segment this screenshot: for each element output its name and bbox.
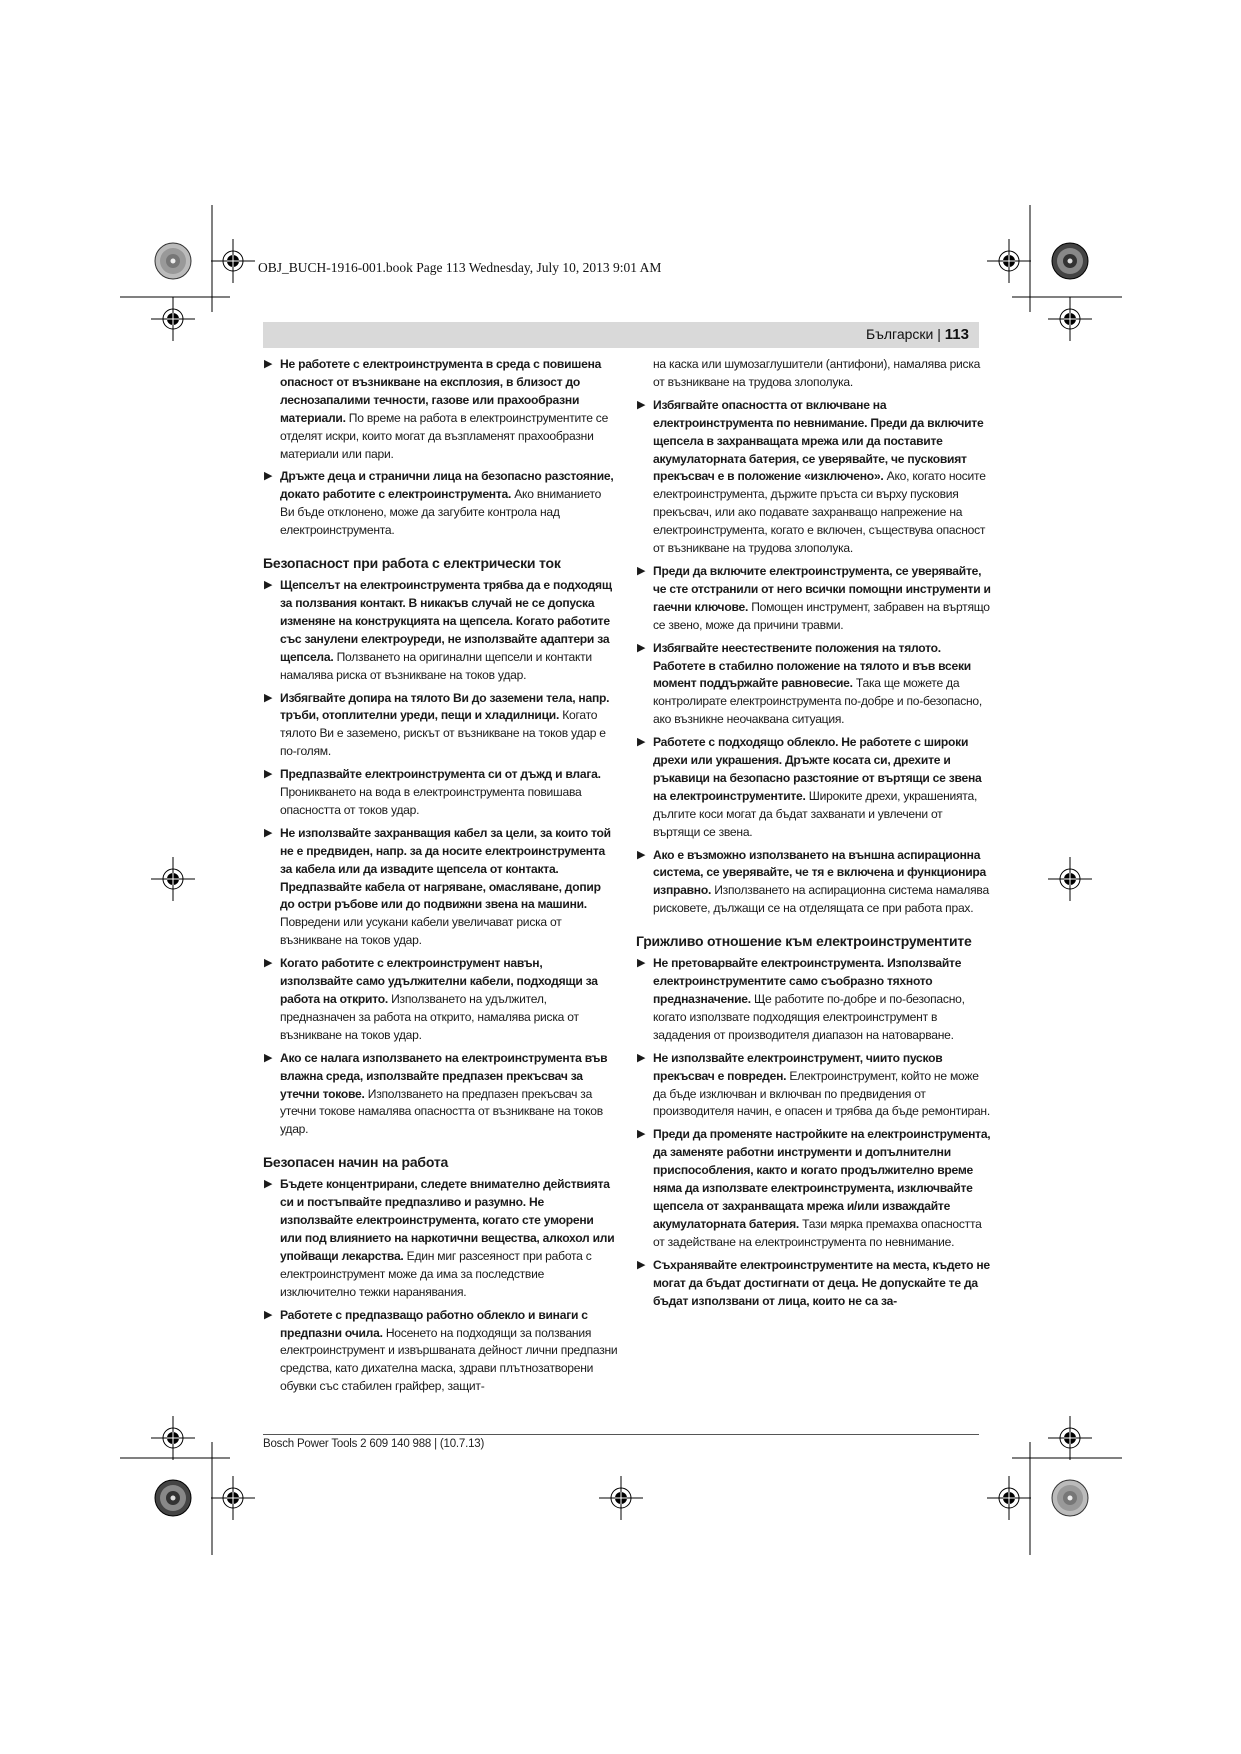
bullet-triangle-icon: ▶ [264, 358, 273, 370]
safety-item: ▶ Избягвайте неестествените положения на тялото. Работете в стабилно положение на тялото и във всеки момент поддържайте равновесие. Така ще можете да контролирате електроинструмента по-добре и по-безопасно, ако възникне неочаквана ситуация. [637, 640, 983, 727]
bullet-triangle-icon: ▶ [264, 768, 273, 781]
bullet-triangle-icon: ▶ [637, 957, 646, 970]
section-heading-care: Грижливо отношение към електроинструментите [636, 933, 972, 950]
bullet-triangle-icon: ▶ [637, 848, 646, 861]
bullet-triangle-icon: ▶ [264, 470, 273, 483]
safety-item: ▶ Не използвайте електроинструмент, чиито пусков прекъсвач е повреден. Електроинструмент, който не може да бъде изключван и включван по предвидения от производителя начин, е опасен и трябва да бъде ремонтиран. [637, 1050, 990, 1119]
page-footer: Bosch Power Tools 2 609 140 988 | (10.7.13) [263, 1438, 485, 1450]
safety-item: ▶ Щепселът на електроинструмента трябва да е подходящ за ползвания контакт. В никакъв случай не се допуска изменяне на конструкцията на щепсела. Когато работите със занулени електроуреди, не използвайте адаптери за щепсела. Ползването на оригинални щепсели и контакти намалява риска от възникване на токов удар. [264, 578, 612, 682]
safety-item: ▶ Избягвайте допира на тялото Ви до заземени тела, напр. тръби, отоплителни уреди, пещи и хладилници. Когато тялото Ви е заземено, рискът от възникване на токов удар е по-голям. [264, 690, 610, 759]
right-column [636, 356, 991, 1315]
page-number: 113 [944, 326, 969, 343]
header-language: Български [865, 326, 934, 342]
bullet-triangle-icon: ▶ [264, 1178, 273, 1191]
bullet-triangle-icon: ▶ [264, 1051, 273, 1064]
section-heading-work: Безопасен начин на работа [263, 1154, 449, 1171]
bullet-triangle-icon: ▶ [264, 826, 273, 839]
bullet-triangle-icon: ▶ [264, 957, 273, 970]
page-header-text [866, 326, 969, 343]
bullet-triangle-icon: ▶ [637, 736, 646, 749]
safety-item: ▶ Избягвайте опасността от включване на електроинструмента по невнимание. Преди да включите щепсела в захранващата мрежа или да поставите акумулаторната батерия, се уверявайте, че пусковият прекъсвач е в положение «изключено». Ако, когато носите електроинструмента, държите пръста си върху пусковия прекъсвач, или ако подавате захранващо напрежение на електроинструмента, когато е включен, съществува опасност от възникване на трудова злополука. [637, 397, 986, 556]
safety-item: ▶ Преди да променяте настройките на електроинструмента, да заменяте работни инструменти и допълнителни приспособления, както и когато продължително време няма да използвате електроинструмента, изключвайте щепсела от захранващата мрежа и/или изваждайте акумулаторната батерия. Тази мярка премахва опасността от задействане на електроинструмента по невнимание. [637, 1127, 991, 1249]
safety-item: ▶ Не претоварвайте електроинструмента. Използвайте електроинструментите само съобразно тяхното предназначение. Ще работите по-добре и по-безопасно, когато използвате подходящия електроинструмент в зададения от производителя диапазон на натоварване. [637, 956, 965, 1042]
bullet-triangle-icon: ▶ [637, 1258, 646, 1271]
safety-item: ▶ Бъдете концентрирани, следете внимателно действията си и постъпвайте предпазливо и разумно. Не използвайте електроинструмента, когато сте уморени или под влиянието на наркотични вещества, алкохол или упойващи лекарства. Един миг разсеяност при работа с електроинструмент може да има за последствие изключително тежки наранявания. [264, 1177, 615, 1299]
book-file-line: OBJ_BUCH-1916-001.book Page 113 Wednesday, July 10, 2013 9:01 AM [258, 260, 662, 275]
continuation-text: на каска или шумозаглушители (антифони), намалява риска от възникване на трудова злополука. [653, 357, 981, 389]
page-header-bar [263, 322, 979, 348]
left-column [263, 356, 618, 1401]
bullet-triangle-icon: ▶ [637, 1128, 646, 1141]
safety-item: ▶ Работете с предпазващо работно облекло и винаги с предпазни очила. Носенето на подходящи за ползвания електроинструмент и извършваната дейност лични предпазни средства, като дихателна маска, здрави плътнозатворени обувки със стабилен грайфер, защит- [264, 1307, 618, 1394]
safety-item: ▶ Ако се налага използването на електроинструмента във влажна среда, използвайте предпазен прекъсвач за утечни токове. Използването на предпазен прекъсвач за утечни токове намалява опасността от възникване на токов удар. [264, 1050, 608, 1137]
safety-item: ▶ Предпазвайте електроинструмента си от дъжд и влага. Проникването на вода в електроинструмента повишава опасността от токов удар. [264, 767, 601, 817]
safety-item: ▶ Преди да включите електроинструмента, се уверявайте, че сте отстранили от него всички помощни инструменти и гаечни ключове. Помощен инструмент, забравен на въртящо се звено, може да причини травми. [637, 563, 991, 632]
bullet-triangle-icon: ▶ [637, 1051, 646, 1064]
footer-rule [263, 1434, 979, 1435]
safety-item: ▶ Работете с подходящо облекло. Не работете с широки дрехи или украшения. Дръжте косата си, дрехите и ръкавици на безопасно разстояние от въртящи се звена на електроинструментите. Широките дрехи, украшенията, дългите коси могат да бъдат захванати и увлечени от въртящи се звена. [637, 735, 982, 839]
bullet-triangle-icon: ▶ [637, 398, 646, 411]
section-heading-electric: Безопасност при работа с електрически ток [263, 555, 561, 572]
safety-item: ▶ Съхранявайте електроинструментите на места, където не могат да бъдат достигнати от деца. Не допускайте те да бъдат използвани от лица, които не са за- [637, 1257, 990, 1308]
bullet-triangle-icon: ▶ [264, 691, 273, 704]
safety-item: ▶ Не работете с електроинструмента в среда с повишена опасност от възникване на експлозия, в близост до леснозапалими течности, газове или прахообразни материали. По време на работа в електроинструментите се отделят искри, които могат да възпламенят прахообразни материали или пари. [264, 357, 609, 461]
safety-item: ▶ Дръжте деца и странични лица на безопасно разстояние, докато работите с електроинструмента. Ако вниманието Ви бъде отклонено, може да загубите контрола над електроинструмента. [264, 469, 614, 538]
safety-item: ▶ Не използвайте захранващия кабел за цели, за които той не е предвиден, напр. за да носите електроинструмента за кабела или да извадите щепсела от контакта. Предпазвайте кабела от нагряване, омасляване, допир до остри ръбове или до подвижни звена на машини. Повредени или усукани кабели увеличават риска от възникване на токов удар. [264, 825, 611, 948]
safety-item: ▶ Когато работите с електроинструмент навън, използвайте само удължителни кабели, подходящи за работа на открито. Използването на удължител, предназначен за работа на открито, намалява риска от възникване на токов удар. [264, 956, 598, 1042]
safety-item: ▶ Ако е възможно използването на външна аспирационна система, се уверявайте, че тя е включена и функционира изправно. Използването на аспирационна система намалява рисковете, дължащи се на отделящата се при работа прах. [637, 847, 989, 916]
bullet-triangle-icon: ▶ [264, 579, 273, 592]
bullet-triangle-icon: ▶ [264, 1308, 273, 1321]
bullet-triangle-icon: ▶ [637, 564, 646, 577]
bullet-triangle-icon: ▶ [637, 641, 646, 654]
header-separator: | [937, 326, 941, 342]
